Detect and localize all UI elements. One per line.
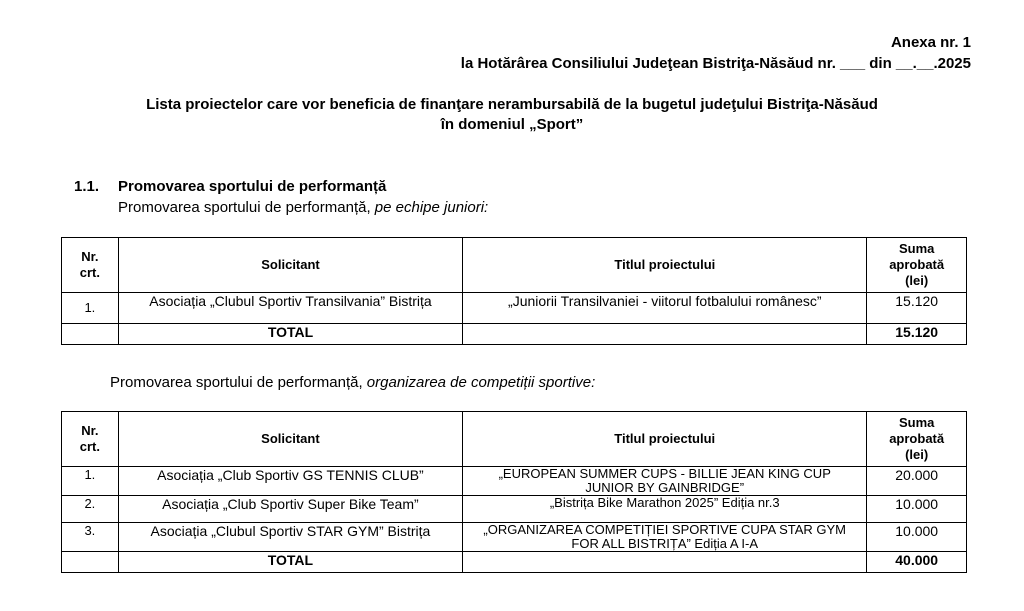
cell-titlu: „Bistrița Bike Marathon 2025” Ediția nr.3 (463, 496, 867, 523)
decision-reference: la Hotărârea Consiliului Judeţean Bistriţa-Năsăud nr. ___ din __.__.2025 (460, 55, 971, 72)
header-nr: Nr. crt. (62, 238, 119, 293)
total-label: TOTAL (118, 552, 462, 573)
cell-suma: 10.000 (867, 523, 967, 552)
table-header-row (62, 238, 967, 293)
document-title: Lista proiectelor care vor beneficia de finanţare nerambursabilă de la bugetul judeţului Bistriţa-Năsăud (146, 96, 878, 113)
cell-suma: 20.000 (867, 467, 967, 496)
total-label: TOTAL (118, 324, 463, 345)
total-row (62, 552, 967, 573)
cell-solicitant: Asociația „Club Sportiv GS TENNIS CLUB” (118, 467, 462, 496)
section-title: Promovarea sportului de performanță (118, 178, 387, 195)
projects-table-juniors (61, 237, 967, 345)
table-header-row (62, 412, 967, 467)
cell-nr: 3. (62, 523, 119, 552)
header-solicitant: Solicitant (118, 238, 463, 293)
subsection-junior-teams (118, 199, 488, 216)
projects-table-competitions (61, 411, 967, 573)
cell-empty (62, 324, 119, 345)
table-row (62, 523, 967, 552)
cell-solicitant: Asociația „Club Sportiv Super Bike Team” (118, 496, 462, 523)
cell-suma: 15.120 (867, 293, 967, 324)
header-titlu: Titlul proiectului (463, 238, 867, 293)
cell-empty (463, 324, 867, 345)
header-suma: Suma aprobată (lei) (867, 412, 967, 467)
section-number: 1.1. (74, 178, 100, 195)
cell-solicitant: Asociația „Clubul Sportiv STAR GYM” Bistrița (118, 523, 462, 552)
subsection-italic: organizarea de competiții sportive: (366, 374, 596, 391)
header-nr: Nr. crt. (62, 412, 119, 467)
subsection-italic: pe echipe juniori: (374, 199, 489, 216)
total-row (62, 324, 967, 345)
table-row (62, 467, 967, 496)
cell-nr: 1. (62, 467, 119, 496)
cell-titlu: „ORGANIZAREA COMPETIȚIEI SPORTIVE CUPA STAR GYM FOR ALL BISTRIȚA” Ediția A I-A (463, 523, 867, 552)
cell-empty (62, 552, 119, 573)
annex-number: Anexa nr. 1 (890, 34, 971, 51)
subsection-prefix: Promovarea sportului de performanță, (118, 199, 375, 216)
cell-titlu: „EUROPEAN SUMMER CUPS - BILLIE JEAN KING CUP JUNIOR BY GAINBRIDGE” (463, 467, 867, 496)
header-titlu: Titlul proiectului (463, 412, 867, 467)
document-subtitle: în domeniul „Sport” (440, 116, 584, 133)
cell-nr: 1. (62, 293, 119, 324)
subsection-competitions (110, 374, 595, 391)
cell-suma: 10.000 (867, 496, 967, 523)
cell-empty (463, 552, 867, 573)
table-row (62, 496, 967, 523)
subsection-prefix: Promovarea sportului de performanță, (110, 374, 367, 391)
section-heading (74, 178, 386, 195)
total-value: 40.000 (867, 552, 967, 573)
cell-titlu: „Juniorii Transilvaniei - viitorul fotbalului românesc” (463, 293, 867, 324)
cell-solicitant: Asociația „Clubul Sportiv Transilvania” Bistrița (118, 293, 463, 324)
cell-nr: 2. (62, 496, 119, 523)
header-suma: Suma aprobată (lei) (867, 238, 967, 293)
header-solicitant: Solicitant (118, 412, 462, 467)
total-value: 15.120 (867, 324, 967, 345)
table-row (62, 293, 967, 324)
